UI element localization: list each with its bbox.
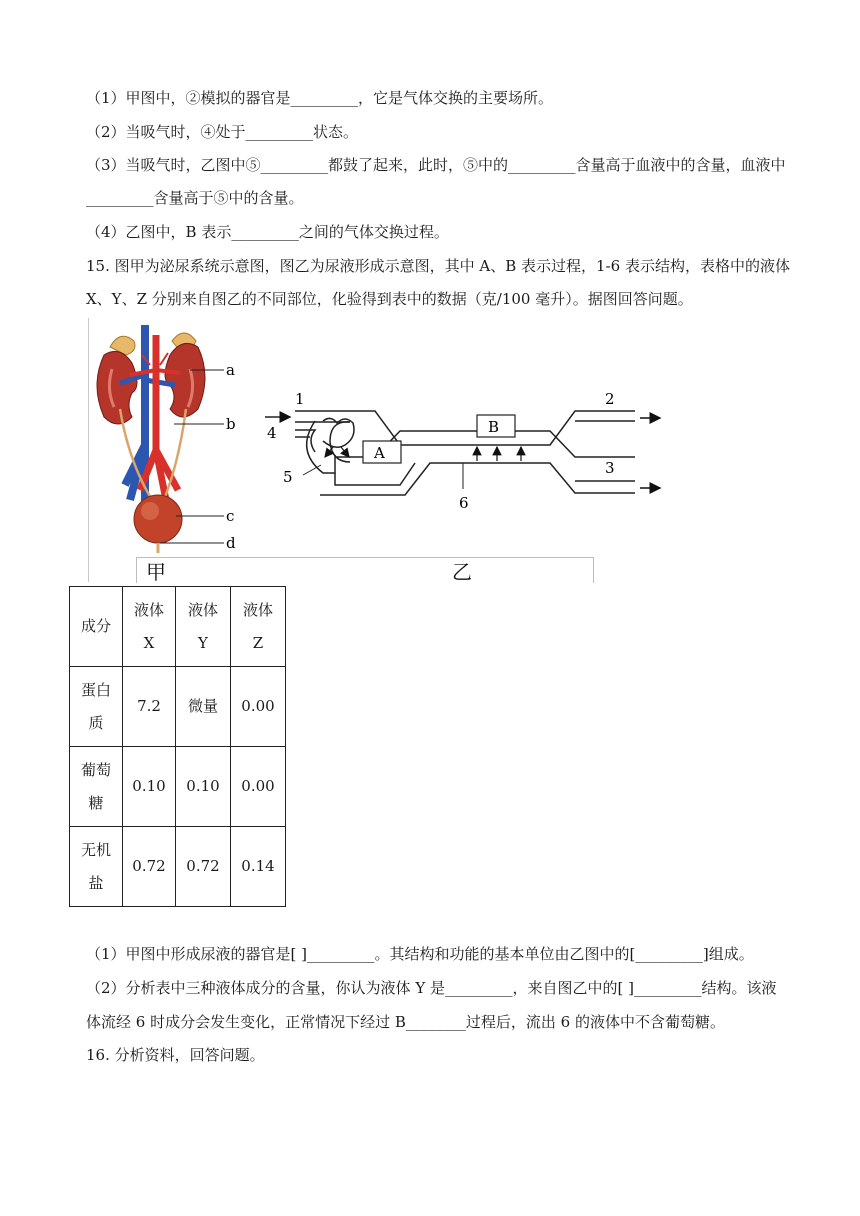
label-1: 1 bbox=[295, 390, 305, 408]
label-b: b bbox=[226, 415, 236, 433]
urinary-system-diagram bbox=[90, 325, 250, 557]
header-component: 成分 bbox=[70, 587, 123, 667]
fluid-composition-table bbox=[69, 586, 286, 907]
header-x: 液体 X bbox=[123, 587, 176, 667]
cell-y: 0.72 bbox=[176, 827, 231, 907]
question-15-1: （1）甲图中形成尿液的器官是[ ]_________。其结构和功能的基本单位由乙图中的[_________]组成。 bbox=[86, 945, 754, 963]
urine-formation-diagram bbox=[255, 385, 675, 515]
problem-15-line2: X、Y、Z 分别来自图乙的不同部位，化验得到表中的数据（克/100 毫升）。据图回答问题。 bbox=[86, 290, 693, 308]
problem-15-line1: 15. 图甲为泌尿系统示意图，图乙为尿液形成示意图，其中 A、B 表示过程，1-6 表示结构，表格中的液体 bbox=[86, 257, 790, 275]
label-a: a bbox=[226, 361, 235, 379]
label-3: 3 bbox=[605, 459, 615, 477]
label-B: B bbox=[488, 418, 500, 436]
row-name: 无机 盐 bbox=[70, 827, 123, 907]
question-15-2-line1: （2）分析表中三种液体成分的含量，你认为液体 Y 是_________，来自图乙中的[ ]_________结构。该液 bbox=[86, 979, 777, 997]
label-A: A bbox=[374, 444, 385, 462]
label-5: 5 bbox=[283, 468, 293, 486]
question-15-2-line2: 体流经 6 时成分会发生变化，正常情况下经过 B________过程后，流出 6 的液体中不含葡萄糖。 bbox=[86, 1013, 725, 1031]
label-4: 4 bbox=[267, 424, 277, 442]
header-y: 液体 Y bbox=[176, 587, 231, 667]
cell-x: 0.10 bbox=[123, 747, 176, 827]
table-row bbox=[70, 747, 286, 827]
problem-16: 16. 分析资料，回答问题。 bbox=[86, 1046, 265, 1064]
question-14-3-line1: （3）当吸气时，乙图中⑤_________都鼓了起来，此时，⑤中的_________含量高于血液中的含量，血液中 bbox=[86, 156, 786, 174]
cell-z: 0.00 bbox=[231, 667, 286, 747]
question-14-4: （4）乙图中，B 表示_________之间的气体交换过程。 bbox=[86, 223, 449, 241]
cell-z: 0.00 bbox=[231, 747, 286, 827]
label-c: c bbox=[226, 507, 235, 525]
label-6: 6 bbox=[459, 494, 469, 512]
cell-x: 7.2 bbox=[123, 667, 176, 747]
row-name: 葡萄 糖 bbox=[70, 747, 123, 827]
table-row bbox=[70, 667, 286, 747]
caption-yi: 乙 bbox=[452, 560, 472, 584]
label-d: d bbox=[226, 534, 236, 552]
question-14-1: （1）甲图中，②模拟的器官是_________，它是气体交换的主要场所。 bbox=[86, 89, 554, 107]
question-14-2: （2）当吸气时，④处于_________状态。 bbox=[86, 123, 359, 141]
row-name: 蛋白 质 bbox=[70, 667, 123, 747]
label-2: 2 bbox=[605, 390, 615, 408]
figure-caption-box bbox=[136, 557, 594, 583]
caption-jia: 甲 bbox=[146, 560, 166, 584]
cell-y: 0.10 bbox=[176, 747, 231, 827]
question-14-3-line2: _________含量高于⑤中的含量。 bbox=[86, 189, 304, 207]
cell-x: 0.72 bbox=[123, 827, 176, 907]
cell-z: 0.14 bbox=[231, 827, 286, 907]
header-z: 液体 Z bbox=[231, 587, 286, 667]
table-row bbox=[70, 827, 286, 907]
cell-y: 微量 bbox=[176, 667, 231, 747]
